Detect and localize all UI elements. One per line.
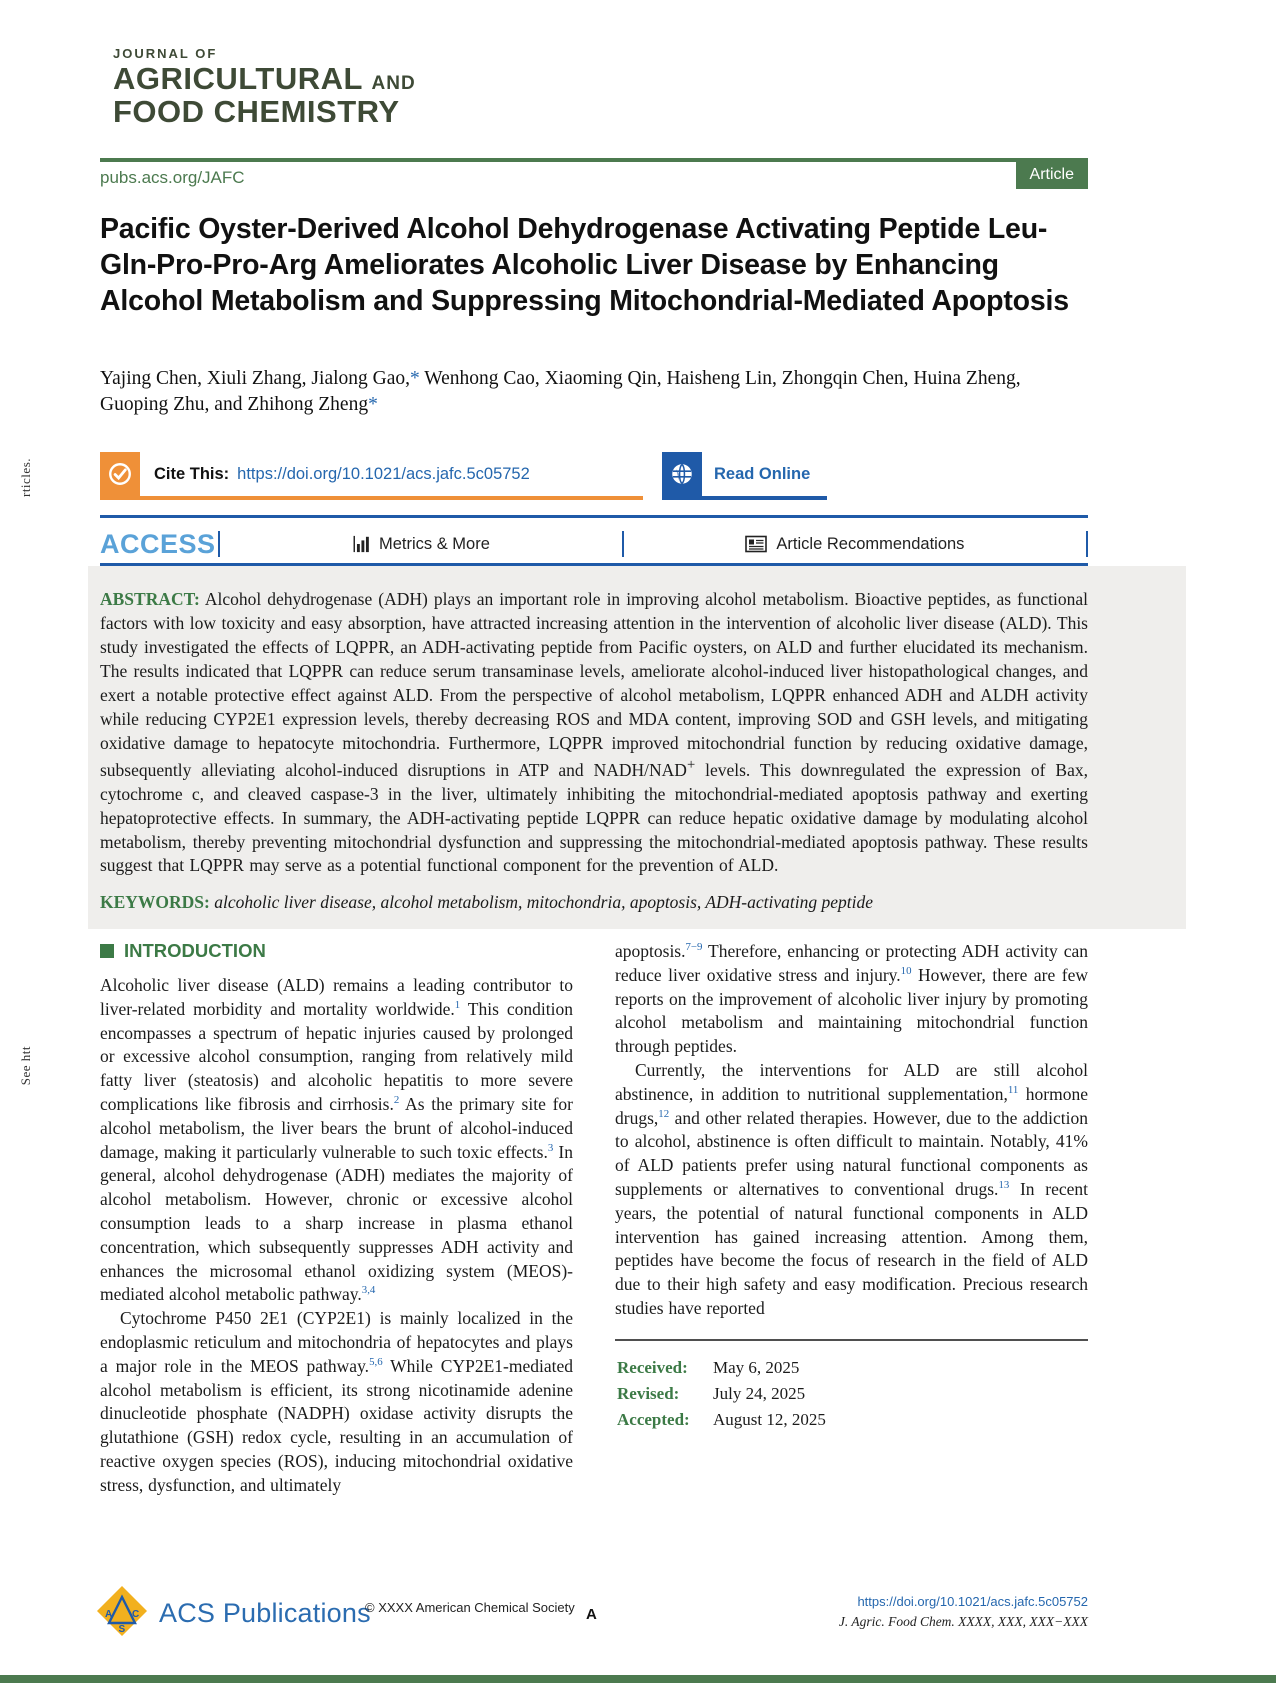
revised-label: Revised: <box>617 1384 680 1404</box>
abstract-paragraph: ABSTRACT: Alcohol dehydrogenase (ADH) plays an important role in improving alcohol metabolism. Bioactive peptides, as functional factors with low toxicity and easy absorption, have attracted increasing attention in the intervention of alcoholic liver disease (ALD). This study investigated the effects of LQPPR, an ADH-activating peptide from Pacific oysters, on ALD and further elucidated its mechanism. The results indicated that LQPPR can reduce serum transaminase levels, ameliorate alcohol-induced liver histopathological changes, and exert a notable protective effect against ALD. From the perspective of alcohol metabolism, LQPPR enhanced ADH and ALDH activity while reducing CYP2E1 expression levels, thereby decreasing ROS and MDA content, improving SOD and GSH levels, and mitigating oxidative damage to hepatocyte mitochondria. Furthermore, LQPPR improved mitochondrial function by reducing oxidative damage, subsequently alleviating alcohol-induced disruptions in ATP and NADH/NAD+ levels. This downregulated the expression of Bax, cytochrome c, and cleaved caspase-3 in the liver, ultimately inhibiting the mitochondrial-mediated apoptosis pathway and exerting hepatoprotective effects. In summary, the ADH-activating peptide LQPPR can reduce hepatic oxidative damage by modulating alcohol metabolism, thereby preventing mitochondrial dysfunction and suppressing the mitochondrial-mediated apoptosis pathway. These results suggest that LQPPR may serve as a potential functional component for the prevention of ALD. <box>100 589 1088 876</box>
revised-date: July 24, 2025 <box>713 1384 806 1404</box>
footer-journal-citation: J. Agric. Food Chem. XXXX, XXX, XXX−XXX <box>838 1613 1088 1629</box>
page-number: A <box>586 1606 597 1623</box>
section-square-icon <box>100 944 114 958</box>
journal-logo-line1: AGRICULTURAL <box>113 61 363 96</box>
doi-link[interactable]: https://doi.org/10.1021/acs.jafc.5c05752 <box>237 464 530 483</box>
access-bar <box>100 524 1088 564</box>
publisher-logo[interactable] <box>95 1584 371 1643</box>
journal-logo <box>113 46 416 128</box>
article-list-icon <box>745 535 767 553</box>
journal-site-link[interactable]: pubs.acs.org/JAFC <box>100 168 245 187</box>
access-divider <box>1086 531 1088 557</box>
publisher-name: ACS Publications <box>159 1598 371 1628</box>
received-label: Received: <box>617 1357 688 1377</box>
left-column <box>100 940 573 1498</box>
read-online-label: Read Online <box>714 464 811 483</box>
footer-citation-block <box>839 1592 1088 1632</box>
journal-logo-kicker: JOURNAL OF <box>113 46 218 61</box>
svg-text:C: C <box>132 1609 140 1620</box>
accepted-label: Accepted: <box>617 1410 690 1430</box>
sidebar-rotated-text-fragment: rticles. <box>18 458 33 498</box>
introduction-heading <box>100 940 573 962</box>
body-paragraph: Alcoholic liver disease (ALD) remains a leading contributor to liver-related morbidity and mortality worldwide.$^1$ This condition encompasses a spectrum of hepatic injuries caused by prolonged or excessive alcohol consumption, ranging from relatively mild fatty liver (steatosis) and alcoholic hepatitis to more severe complications like fibrosis and cirrhosis.$^2$ As the primary site for alcohol metabolism, the liver bears the brunt of alcohol-induced damage, making it particularly vulnerable to such toxic effects.$^3$ In general, alcohol dehydrogenase (ADH) mediates the majority of alcohol metabolism. However, chronic or excessive alcohol consumption leads to a sharp increase in plasma ethanol concentration, which subsequently suppresses ADH activity and enhances the microsomal ethanol oxidizing system (MEOS)-mediated alcohol metabolic pathway.$^{3,4}$ <box>100 975 573 1305</box>
access-bar-top-rule <box>100 515 1088 518</box>
author-list: Yajing Chen, Xiuli Zhang, Jialong Gao,* Wenhong Cao, Xiaoming Qin, Haisheng Lin, Zhongqin Chen, Huina Zheng, Guoping Zhu, and Zhihong Zheng* <box>100 368 1021 416</box>
metrics-and-more-link[interactable] <box>220 535 622 554</box>
journal-logo-line2: FOOD CHEMISTRY <box>113 93 400 129</box>
globe-icon <box>662 452 702 496</box>
cite-this-label: Cite This: <box>154 464 230 483</box>
bottom-green-bar <box>0 1675 1276 1683</box>
received-row <box>617 1355 1088 1381</box>
accepted-row <box>617 1407 1088 1433</box>
received-date: May 6, 2025 <box>713 1357 800 1377</box>
right-column <box>615 940 1088 1498</box>
article-title: Pacific Oyster-Derived Alcohol Dehydrogenase Activating Peptide Leu-Gln-Pro-Pro-Arg Ameliorates Alcoholic Liver Disease by Enhancing Alcohol Metabolism and Suppressing Mitochondrial-Mediated Apoptosis <box>100 213 1069 317</box>
read-online-button[interactable] <box>662 452 827 500</box>
body-paragraph: Currently, the interventions for ALD are still alcohol abstinence, in addition to nutritional supplementation,$^{11}$ hormone drugs,$^{12}$ and other related therapies. However, due to the addiction to alcohol, abstinence is often difficult to maintain. Notably, 41% of ALD patients prefer using natural functional components as supplements or alternatives to conventional drugs.$^{13}$ In recent years, the potential of natural functional components in ALD intervention has gained increasing attention. Among them, peptides have become the focus of research in the field of ALD due to their high safety and easy modification. Precious research studies have reported <box>615 1059 1088 1318</box>
article-recommendations-link[interactable] <box>624 535 1086 554</box>
keywords-line <box>100 892 1088 913</box>
revised-row <box>617 1381 1088 1407</box>
access-link[interactable]: ACCESS <box>100 528 216 559</box>
body-paragraph: Cytochrome P450 2E1 (CYP2E1) is mainly localized in the endoplasmic reticulum and mitochondria of hepatocytes and plays a major role in the MEOS pathway.$^{5,6}$ While CYP2E1-mediated alcohol metabolism is efficient, its strong nicotinamide adenine dinucleotide phosphate (NADPH) oxidase activity disrupts the glutathione (GSH) redox cycle, resulting in an accumulation of reactive oxygen species (ROS), inducing mitochondrial oxidative stress, dysfunction, and ultimately <box>100 1308 573 1495</box>
metrics-and-more-label: Metrics & More <box>378 534 490 553</box>
citation-bar <box>100 452 1088 500</box>
introduction-heading-label: INTRODUCTION <box>124 940 266 961</box>
abstract-label: ABSTRACT: <box>100 589 200 609</box>
svg-text:A: A <box>105 1609 113 1620</box>
cite-this-button[interactable] <box>100 452 643 500</box>
article-type-badge: Article <box>1016 162 1088 189</box>
footer-doi-link[interactable]: https://doi.org/10.1021/acs.jafc.5c05752 <box>857 1594 1088 1609</box>
article-body <box>100 940 1088 1498</box>
keywords-text: alcoholic liver disease, alcohol metabolism, mitochondria, apoptosis, ADH-activating peptide <box>209 892 874 913</box>
svg-text:S: S <box>118 1624 126 1635</box>
check-circle-icon <box>100 452 140 496</box>
acs-diamond-logo-icon <box>95 1584 149 1643</box>
article-dates-box <box>615 1339 1088 1434</box>
bar-chart-icon <box>352 535 370 553</box>
article-recommendations-label: Article Recommendations <box>776 534 965 553</box>
accepted-date: August 12, 2025 <box>713 1410 826 1430</box>
copyright-text: © XXXX American Chemical Society <box>365 1600 575 1615</box>
journal-logo-and: AND <box>371 73 416 94</box>
body-paragraph: apoptosis.$^{7-9}$ Therefore, enhancing or protecting ADH activity can reduce liver oxidative stress and injury.$^{10}$ However, there are few reports on the improvement of alcoholic liver injury by promoting alcohol metabolism and maintaining mitochondrial function through peptides. <box>615 941 1088 1057</box>
abstract-section <box>88 566 1186 929</box>
keywords-label: KEYWORDS: <box>100 892 210 913</box>
sidebar-rotated-text-fragment: See htt <box>18 1046 33 1086</box>
